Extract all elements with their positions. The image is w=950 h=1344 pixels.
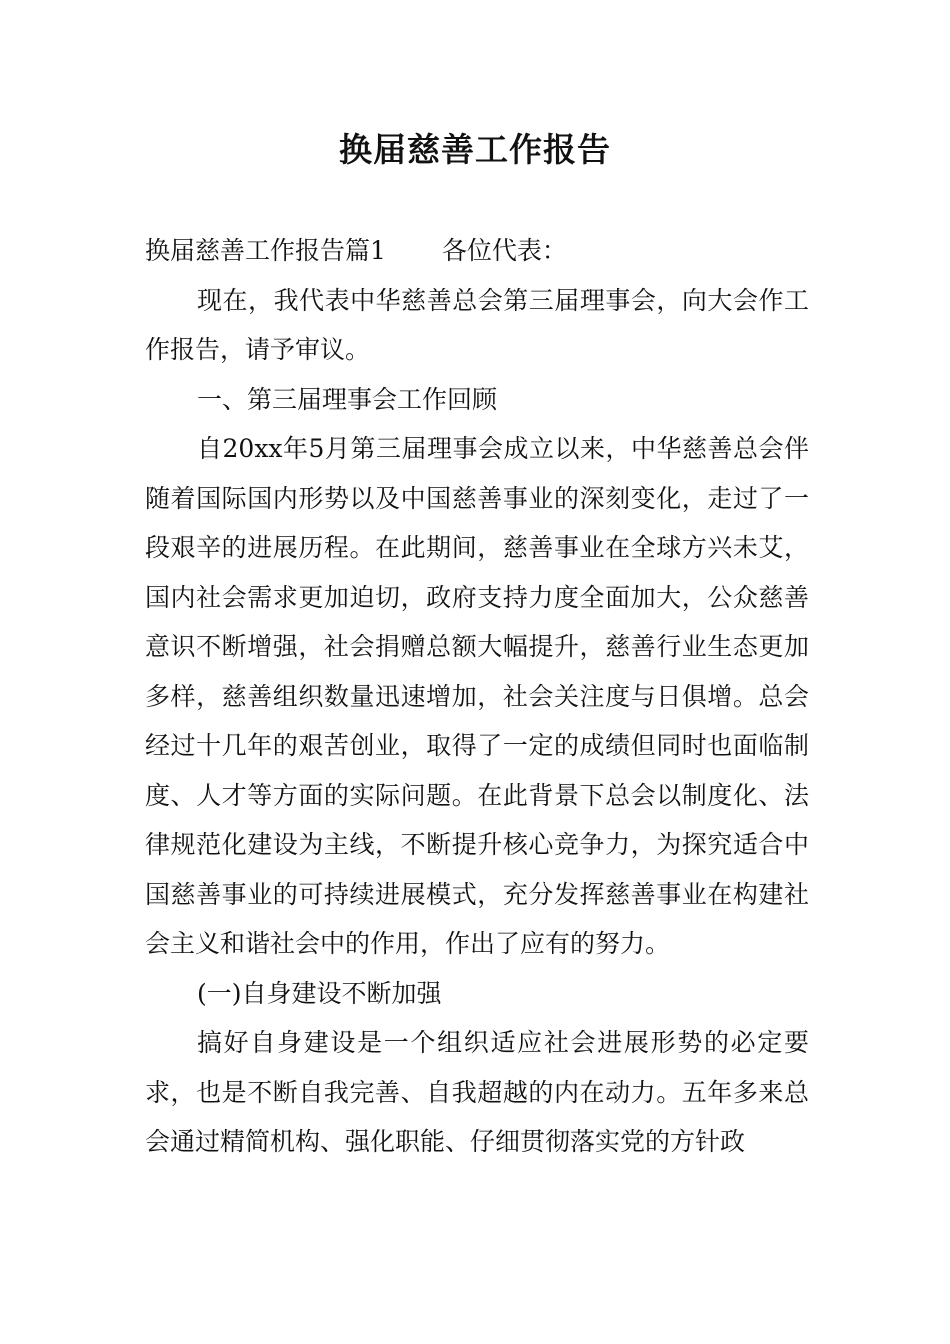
salutation: 各位代表： bbox=[441, 236, 567, 265]
report-section-label: 换届慈善工作报告篇1 bbox=[145, 236, 386, 265]
section-heading: 一、第三届理事会工作回顾 bbox=[197, 384, 498, 414]
document-title: 换届慈善工作报告 bbox=[339, 130, 611, 169]
paragraph: 搞好自身建设是一个组织适应社会进展形势的必定要求，也是不断自我完善、自我超越的内在动力。五年多来总会通过精简机构、强化职能、仔细贯彻落实党的方针政 bbox=[145, 1028, 809, 1156]
paragraph: 自20xx年5月第三届理事会成立以来，中华慈善总会伴随着国际国内形势以及中国慈善事业的深刻变化，走过了一段艰辛的进展历程。在此期间，慈善事业在全球方兴未艾，国内社会需求更加迫切，政府支持力度全面加大，公众慈善意识不断增强，社会捐赠总额大幅提升，慈善行业生态更加多样，慈善组织数量迅速增加，社会关注度与日俱增。总会经过十几年的艰苦创业，取得了一定的成绩但同时也面临制度、人才等方面的实际问题。在此背景下总会以制度化、法律规范化建设为主线，不断提升核心竞争力，为探究适合中国慈善事业的可持续进展模式，充分发挥慈善事业在构建社会主义和谐社会中的作用，作出了应有的努力。 bbox=[145, 434, 809, 958]
intro-line bbox=[145, 226, 809, 276]
document-body bbox=[145, 226, 809, 1167]
subsection-heading: (一)自身建设不断加强 bbox=[197, 978, 442, 1008]
paragraph: 现在，我代表中华慈善总会第三届理事会，向大会作工作报告，请予审议。 bbox=[145, 285, 809, 364]
